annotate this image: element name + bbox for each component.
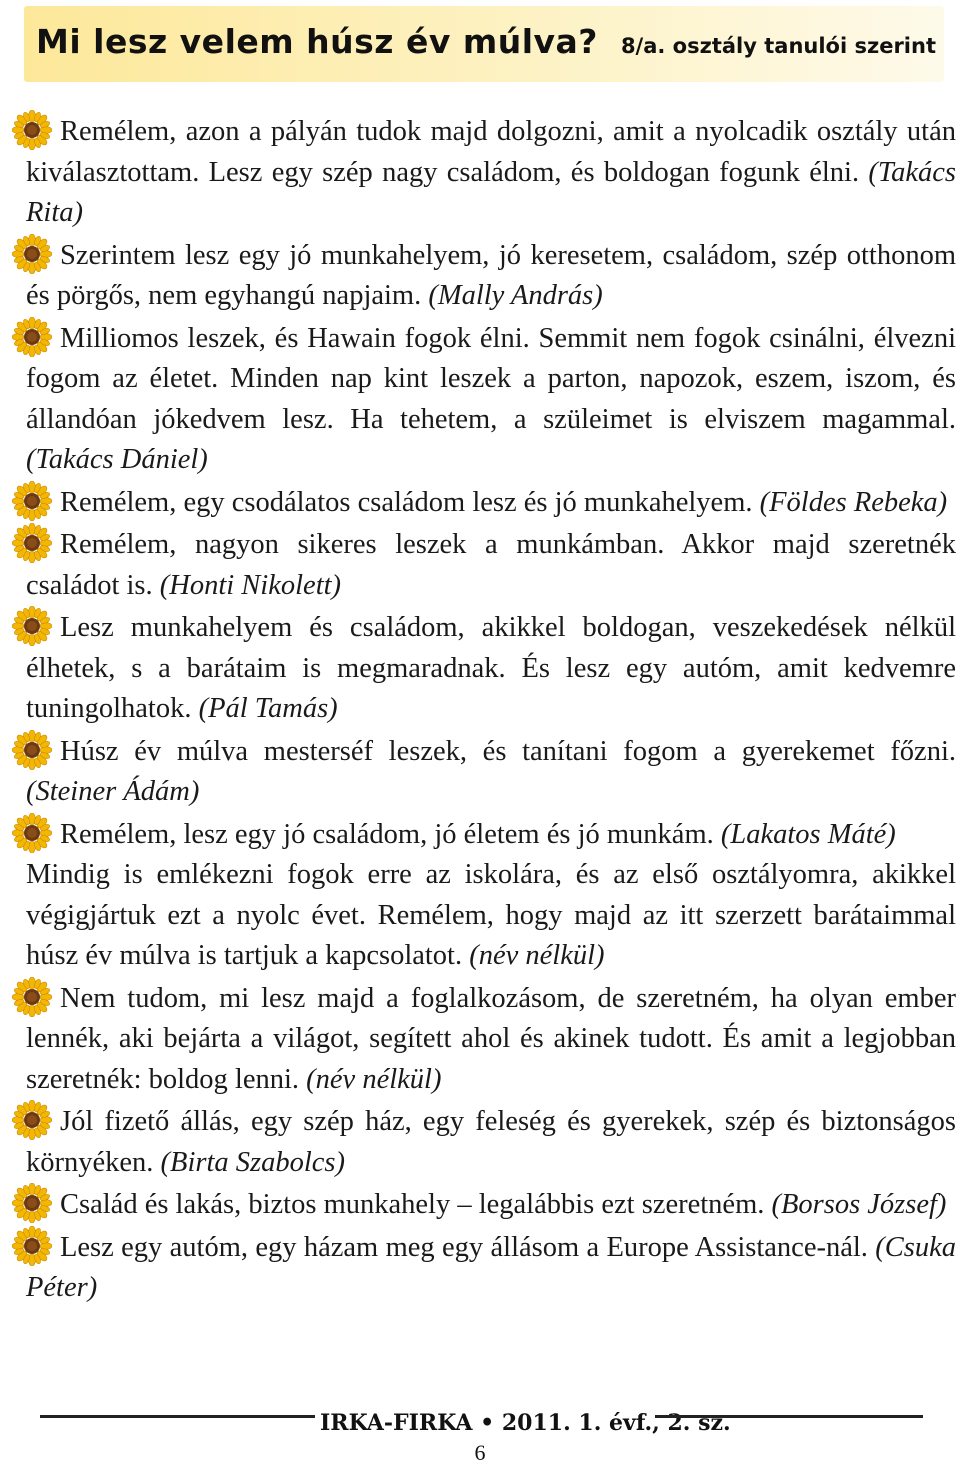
sunflower-icon	[12, 1226, 52, 1266]
sunflower-icon	[12, 234, 52, 274]
entry	[26, 977, 956, 1101]
entry	[26, 730, 956, 813]
entry	[26, 523, 956, 606]
entry-text: Mindig is emlékezni fogok erre az iskolára, és az első osztályomra, akikkel végigjártuk ezt a nyolc évet. Remélem, hogy majd az itt szerzett barátaimmal húsz év múlva is tartjuk a kapcsolatot.	[26, 859, 956, 971]
entry-text: Jól fizető állás, egy szép ház, egy feleség és gyerekek, szép és biztonságos környéken.	[26, 1106, 956, 1178]
entry-author: (név nélkül)	[469, 940, 605, 971]
entry-author: (Lakatos Máté)	[720, 818, 896, 850]
entry	[26, 855, 956, 977]
sunflower-icon	[12, 730, 52, 770]
entry-author: (Honti Nikolett)	[159, 569, 342, 601]
page-title: Mi lesz velem húsz év múlva?	[36, 22, 598, 61]
entry	[26, 234, 956, 317]
entry	[26, 1226, 956, 1309]
entry	[26, 1100, 956, 1183]
entry-text: Lesz munkahelyem és családom, akikkel boldogan, veszekedések nélkül élhetek, s a barátaim is megmaradnak. És lesz egy autóm, amit kedvemre tuningolhatok.	[26, 612, 956, 724]
sunflower-icon	[12, 1183, 52, 1223]
page-number: 6	[474, 1440, 486, 1465]
entry	[26, 317, 956, 481]
entry-author: (Borsos József)	[771, 1189, 947, 1220]
entry	[26, 1183, 956, 1226]
entry	[26, 110, 956, 234]
sunflower-icon	[12, 977, 52, 1017]
sunflower-icon	[12, 523, 52, 563]
sunflower-icon	[12, 110, 52, 150]
entry-author: (Birta Szabolcs)	[160, 1146, 345, 1178]
page-header	[24, 6, 944, 82]
entry-author: (Földes Rebeka)	[759, 486, 948, 518]
sunflower-icon	[12, 813, 52, 853]
entry	[26, 813, 956, 856]
entry-text: Lesz egy autóm, egy házam meg egy állásom a Europe Assistance-nál.	[60, 1231, 876, 1263]
entry	[26, 481, 956, 524]
entry-author: (Pál Tamás)	[198, 693, 338, 724]
sunflower-icon	[12, 1100, 52, 1140]
entry	[26, 606, 956, 730]
sunflower-icon	[12, 606, 52, 646]
entry-text: Remélem, azon a pályán tudok majd dolgozni, amit a nyolcadik osztály után kiválasztottam. Lesz egy szép nagy családom, és boldogan fogunk élni.	[26, 116, 956, 188]
entry-text: Remélem, lesz egy jó családom, jó életem és jó munkám.	[60, 818, 721, 850]
entry-author: (Csuka Péter)	[26, 1231, 956, 1303]
page-subtitle: 8/a. osztály tanulói szerint	[620, 34, 936, 58]
entry-author: (Takács Rita)	[26, 156, 956, 228]
entry-author: (Steiner Ádám)	[26, 776, 200, 807]
entry-text: Remélem, nagyon sikeres leszek a munkámban. Akkor majd szeretnék családot is.	[26, 529, 956, 601]
entry-text: Szerintem lesz egy jó munkahelyem, jó keresetem, családom, szép otthonom és pörgős, nem egyhangú napjaim.	[26, 239, 956, 311]
entry-text: Család és lakás, biztos munkahely – legalábbis ezt szeretném.	[60, 1189, 772, 1220]
entry-text: Remélem, egy csodálatos családom lesz és jó munkahelyem.	[60, 486, 760, 518]
entry-text: Nem tudom, mi lesz majd a foglalkozásom, de szeretném, ha olyan ember lennék, aki bejárta a világot, segített ahol és akinek tudott. És amit a legjobban szeretnék: boldog lenni.	[26, 982, 956, 1095]
footer-publication: IRKA-FIRKA • 2011. 1. évf., 2. sz.	[320, 1410, 731, 1436]
footer-rule-left	[40, 1415, 315, 1418]
sunflower-icon	[12, 317, 52, 357]
entry-text: Milliomos leszek, és Hawain fogok élni. Semmit nem fogok csinálni, élvezni fogom az életet. Minden nap kint leszek a parton, napozok, eszem, iszom, és állandóan jókedvem lesz. Ha tehetem, a szüleimet is elviszem magammal.	[26, 322, 956, 435]
article-body	[26, 110, 956, 1309]
entry-author: (Takács Dániel)	[26, 444, 208, 475]
entry-author: (Mally András)	[428, 280, 603, 311]
footer-rule-right	[655, 1415, 923, 1418]
sunflower-icon	[12, 481, 52, 521]
entry-text: Húsz év múlva mesterséf leszek, és tanítani fogom a gyerekemet főzni.	[60, 735, 956, 767]
entry-author: (név nélkül)	[306, 1063, 442, 1095]
